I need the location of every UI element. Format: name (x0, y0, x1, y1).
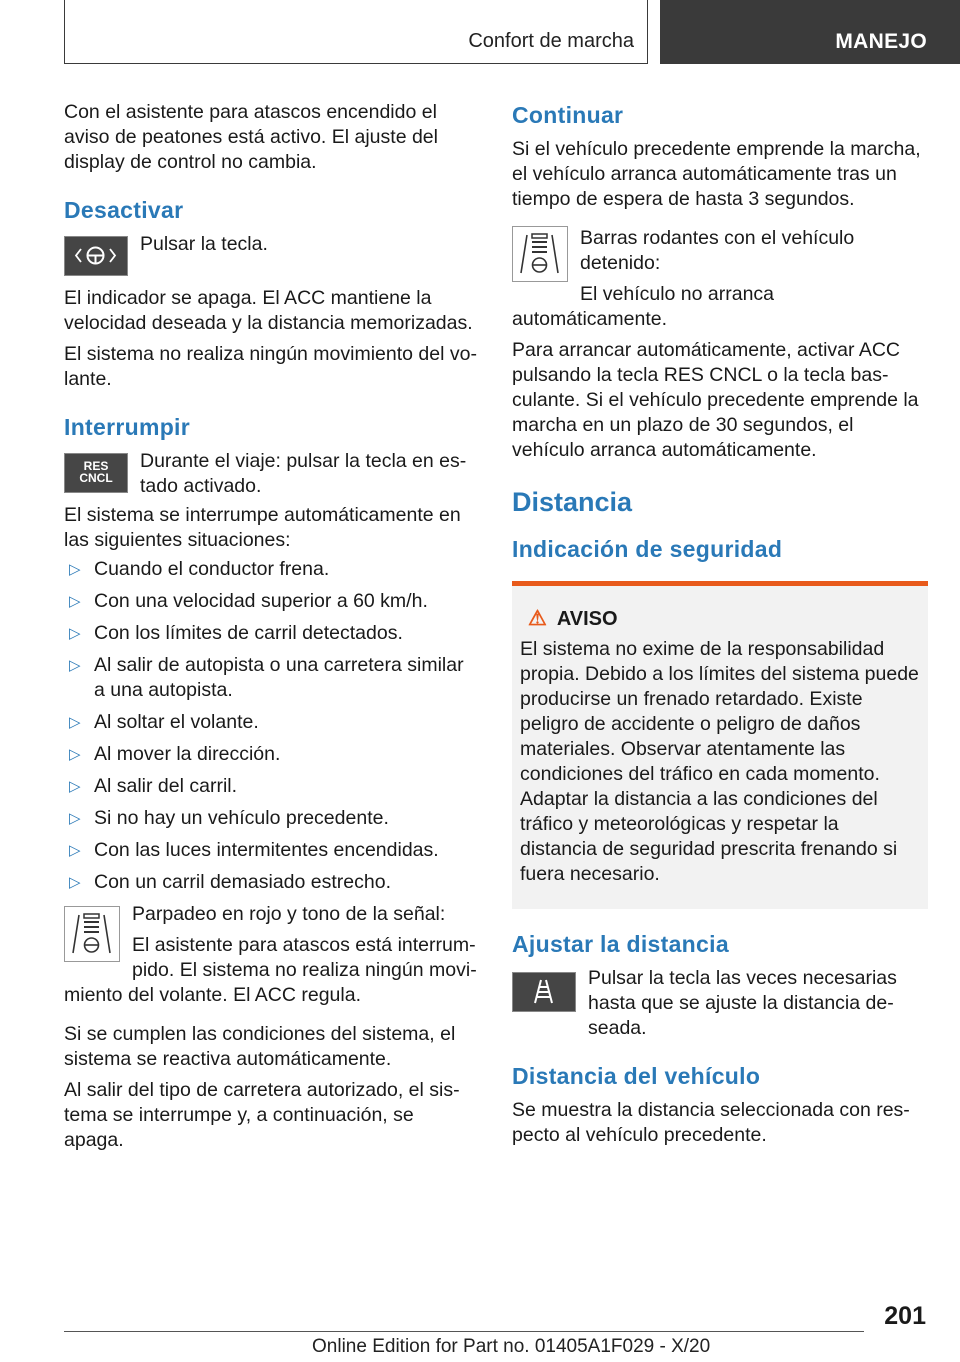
interrumpir-text-3: Al salir del tipo de carretera autorizado, el sistema se interrumpe y, a continuación, se apaga. (64, 1079, 460, 1151)
heading-interrumpir: Interrumpir (64, 414, 190, 440)
res-cncl-label: RES CNCL (79, 459, 113, 485)
chapter-tab (660, 0, 960, 64)
bullet-triangle-icon: ▷ (69, 593, 81, 610)
signal-text: El asistente para atascos está interrumpido. El sistema no realiza ningún movimiento del volante. El ACC regula. (64, 934, 477, 1006)
ajustar-text: Pulsar la tecla las veces necesarias hasta que se ajuste la distancia deseada. (588, 967, 897, 1039)
interrumpir-text-1: El sistema se interrumpe automáticamente en las siguientes situaciones: (64, 504, 461, 551)
steering-assist-button-icon (64, 236, 128, 276)
lane-assist-red-symbol-icon (64, 906, 120, 962)
chapter-tab-label: MANEJO (835, 30, 927, 53)
warning-box (512, 581, 928, 909)
heading-indicacion-seguridad: Indicación de seguridad (512, 536, 783, 562)
continuar-text-2: Para arrancar automáticamente, activar ACC pulsando la tecla RES CNCL o la tecla basculante. Si el vehículo precedente emprende la marcha en un plazo de 30 segundos, el vehículo arranca automáticamente. (512, 339, 919, 461)
bars-title: Barras rodantes con el vehículo detenido: (580, 227, 855, 274)
interrumpir-step: Durante el viaje: pulsar la tecla en estado activado. (140, 450, 467, 497)
footer-edition: Online Edition for Part no. 01405A1F029 - X/20 (312, 1336, 711, 1357)
warning-header (528, 606, 920, 631)
bullet-triangle-icon: ▷ (69, 778, 81, 795)
bullet-triangle-icon: ▷ (69, 874, 81, 891)
bullet-triangle-icon: ▷ (69, 625, 81, 642)
bars-text: El vehículo no arranca automáticamente. (512, 283, 775, 330)
interrumpir-text-2: Si se cumplen las condiciones del sistema, el sistema se reactiva automáticamente. (64, 1023, 456, 1070)
res-cncl-button-icon (64, 453, 128, 493)
car-lane-icon (65, 907, 118, 960)
section-title: Confort de marcha (468, 30, 634, 52)
list-item: ▷ Al mover la dirección. (69, 743, 281, 765)
distance-button-icon (512, 972, 576, 1012)
intro-paragraph: Con el asistente para atascos encendido el aviso de peatones está activo. El ajuste del display de control no cambia. (64, 101, 438, 173)
heading-distancia: Distancia (512, 487, 633, 517)
page-number: 201 (884, 1302, 926, 1330)
steering-wheel-icon (65, 237, 126, 274)
footer-divider (64, 1331, 864, 1332)
heading-ajustar-distancia: Ajustar la distancia (512, 931, 729, 957)
right-column (512, 100, 928, 1148)
list-item: ▷ Con una velocidad superior a 60 km/h. (69, 590, 428, 612)
vehiculo-text: Se muestra la distancia seleccionada con respecto al vehículo precedente. (512, 1099, 910, 1146)
bullet-triangle-icon: ▷ (69, 746, 81, 763)
heading-desactivar: Desactivar (64, 197, 184, 223)
bullet-triangle-icon: ▷ (69, 561, 81, 578)
list-item: ▷ Cuando el conductor frena. (69, 558, 330, 580)
warning-triangle-icon: ⚠ (528, 607, 547, 630)
desactivar-text-2: El sistema no realiza ningún movimiento del volante. (64, 343, 477, 390)
list-item: ▷ Con los límites de carril detectados. (69, 622, 403, 644)
list-item: ▷ Al salir del carril. (69, 775, 238, 797)
heading-distancia-vehiculo: Distancia del vehículo (512, 1063, 761, 1089)
list-item: ▷ Con las luces intermitentes encendidas. (69, 839, 439, 861)
car-lane-icon (513, 227, 566, 280)
bullet-triangle-icon: ▷ (69, 714, 81, 731)
bullet-triangle-icon: ▷ (69, 810, 81, 827)
header-section-box (64, 0, 648, 64)
interrupt-conditions-list (64, 557, 478, 895)
bullet-triangle-icon: ▷ (69, 657, 81, 674)
list-item: ▷ Al salir de autopista o una carretera similar a una autopista. (69, 654, 464, 701)
desactivar-text-1: El indicador se apaga. El ACC mantiene la velocidad deseada y la distancia memorizadas. (64, 287, 473, 334)
list-item: ▷ Si no hay un vehículo precedente. (69, 807, 389, 829)
desactivar-step: Pulsar la tecla. (140, 233, 268, 255)
warning-title: AVISO (556, 608, 618, 630)
rolling-bars-symbol-icon (512, 226, 568, 282)
warning-text: El sistema no exime de la responsabilidad propia. Debido a los límites del sistema puede producirse un frenado retardado. Existe peligro de accidente o peligro de daños materiales. Observar atentamente las condiciones del tráfico en cada momento. Adaptar la distancia a las condiciones del tráfico y meteorológicas y respetar la distancia de seguridad prescrita frenando si fuera necesario. (520, 638, 919, 885)
continuar-text-1: Si el vehículo precedente emprende la marcha, el vehículo arranca automáticamente tras un tiempo de espera de hasta 3 segundos. (512, 138, 921, 210)
left-column (64, 100, 478, 1153)
signal-title: Parpadeo en rojo y tono de la señal: (132, 903, 446, 925)
bullet-triangle-icon: ▷ (69, 842, 81, 859)
distance-bars-icon (513, 973, 574, 1010)
list-item: ▷ Con un carril demasiado estrecho. (69, 871, 391, 893)
heading-continuar: Continuar (512, 102, 624, 128)
list-item: ▷ Al soltar el volante. (69, 711, 259, 733)
